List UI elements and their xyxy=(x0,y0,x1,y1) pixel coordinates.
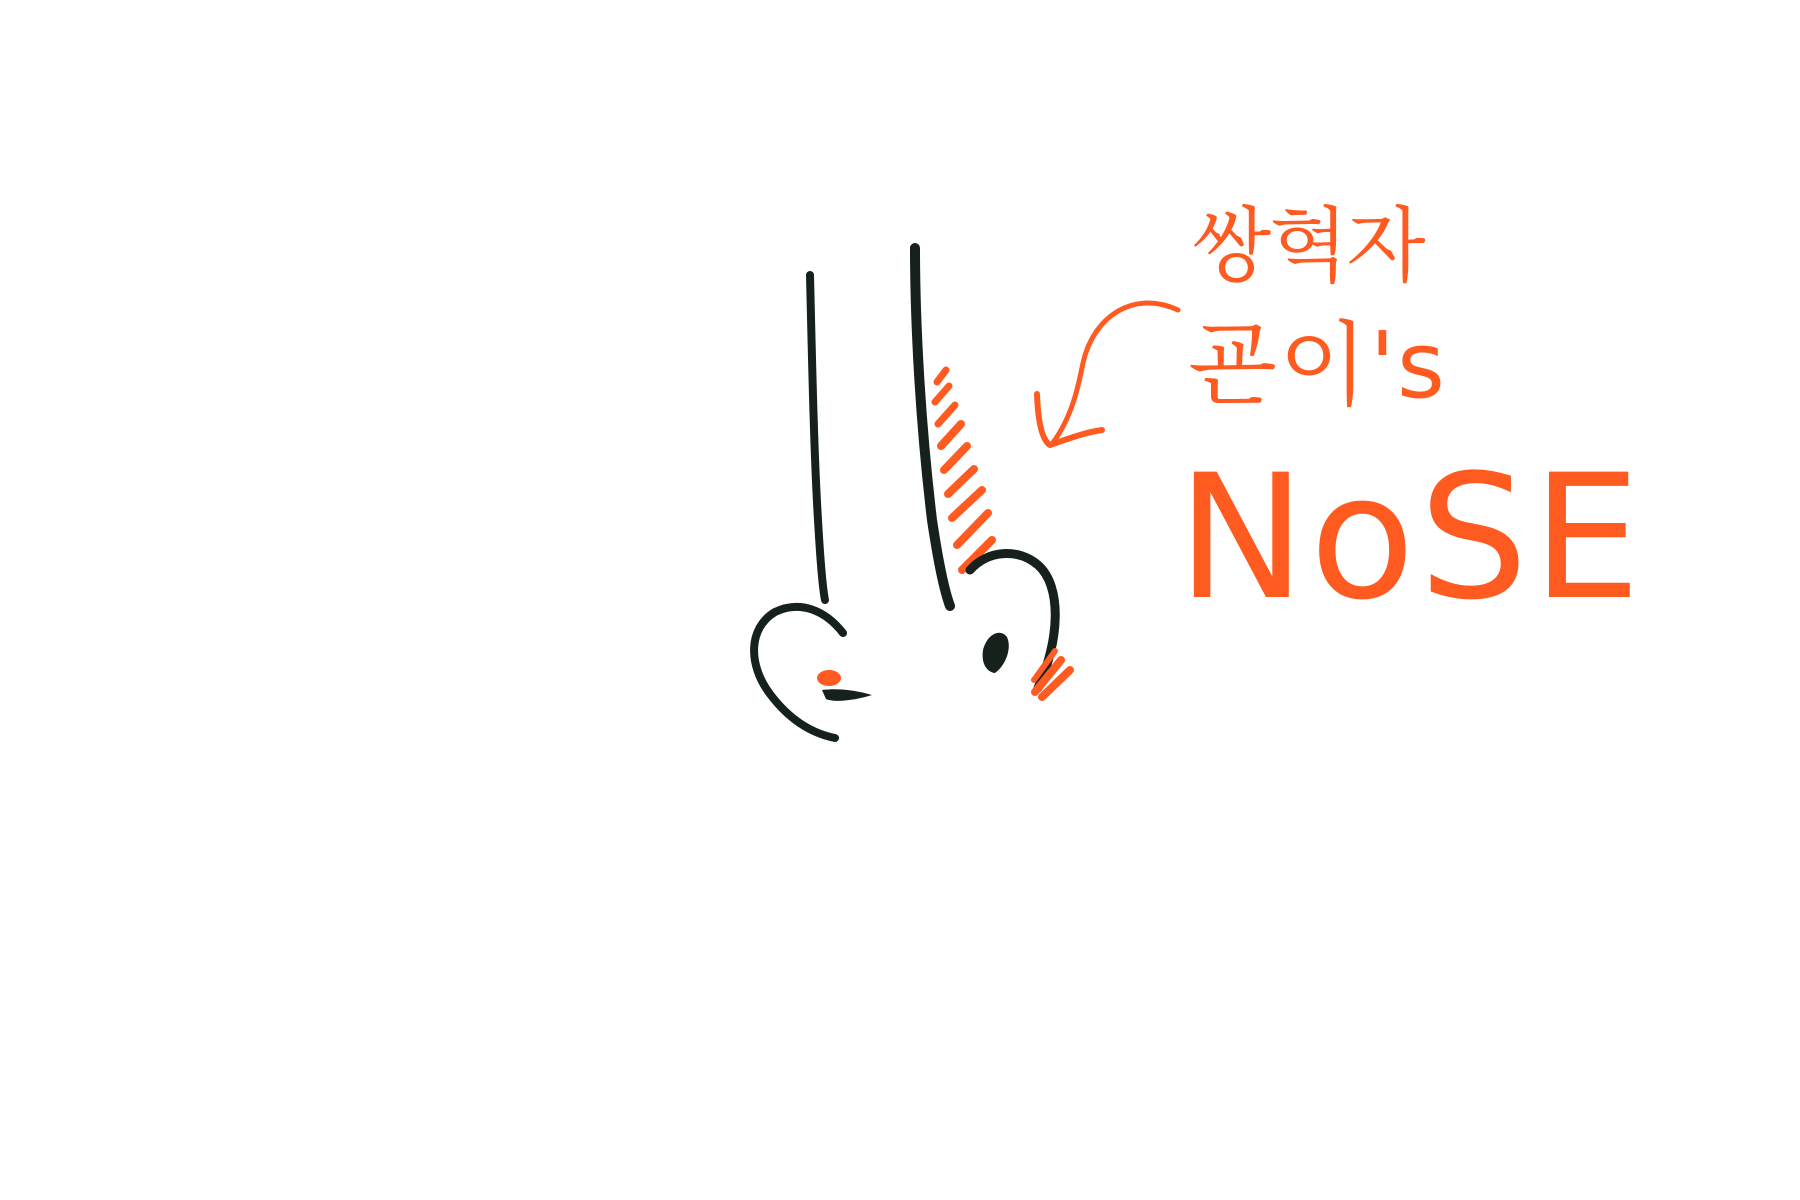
left-nostril-dot xyxy=(817,670,872,701)
annotation-middle-line: 굔이's xyxy=(1188,312,1447,419)
annotation-top-line: 쌍혁자 xyxy=(1192,199,1424,294)
bridge-shading xyxy=(935,370,992,570)
right-bridge-line xyxy=(915,248,950,606)
nostril-shading xyxy=(1034,651,1070,697)
left-bridge-line xyxy=(810,275,825,600)
right-nostril-dot xyxy=(983,633,1009,673)
right-bridge-dot xyxy=(910,244,918,252)
annotation-bottom-line: NoSE xyxy=(1177,437,1645,638)
curved-arrow-icon xyxy=(1037,303,1178,445)
